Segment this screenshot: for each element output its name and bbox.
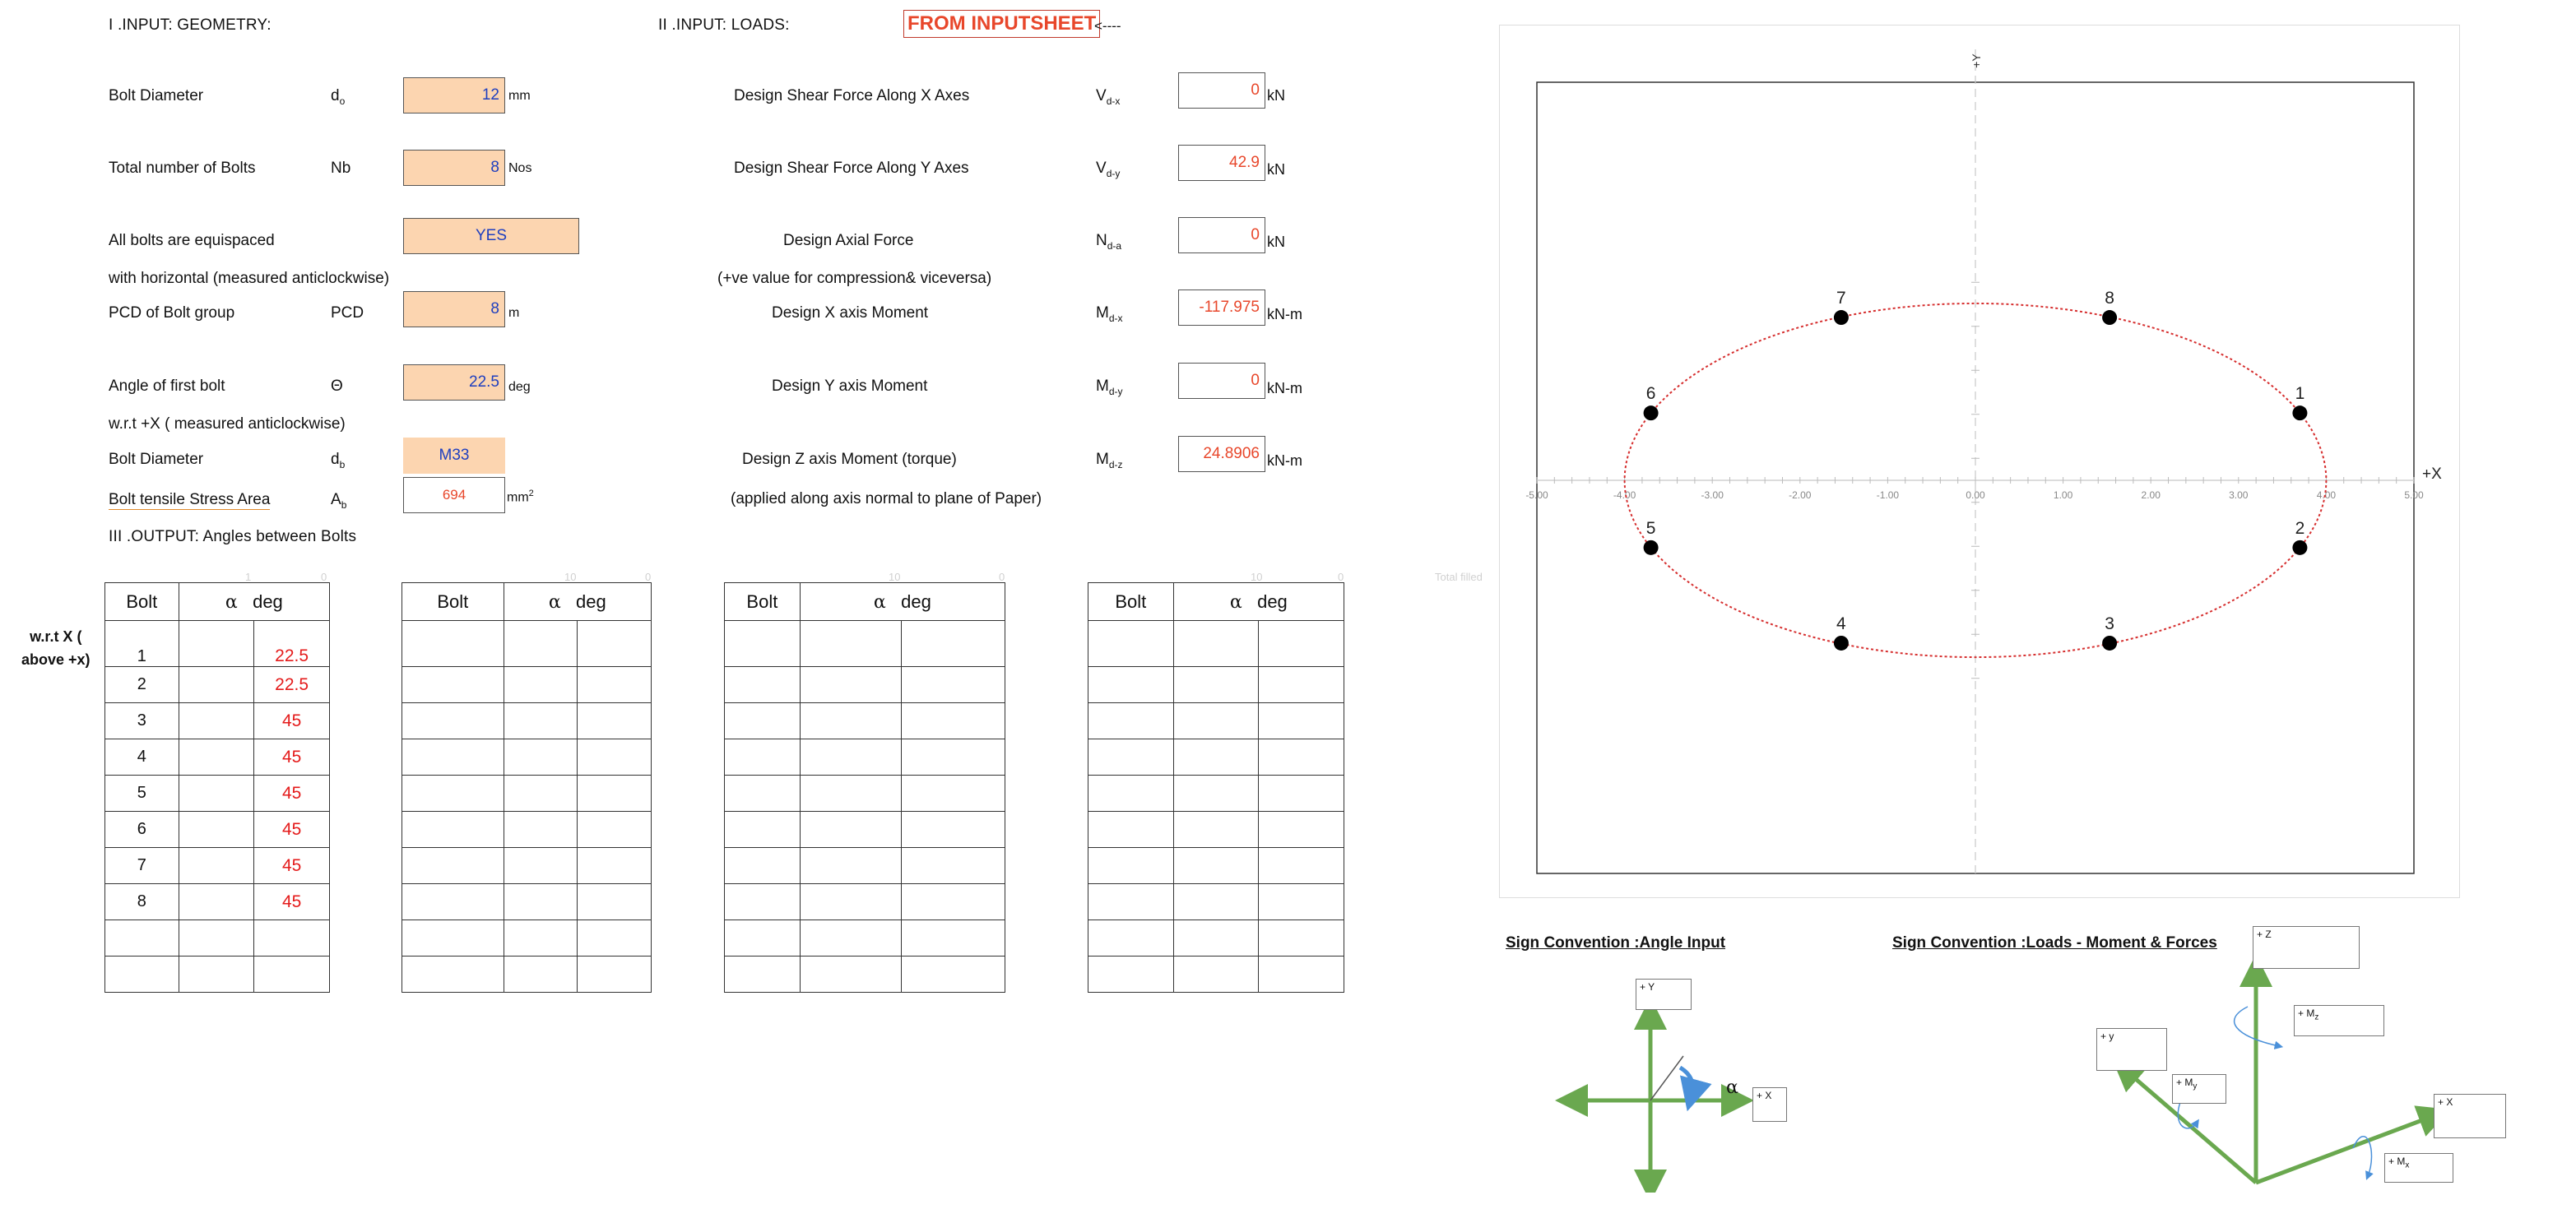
empty-cell [504, 920, 578, 957]
empty-cell [800, 920, 902, 957]
angle-deg-cell: 22.5 [254, 621, 330, 667]
empty-cell [402, 667, 504, 703]
angle-label: Angle of first bolt [109, 378, 225, 395]
y-axis-label: +Y [1970, 53, 1983, 68]
x-tick-label: -3.00 [1701, 489, 1724, 501]
plus-y-load-tag: + y [2096, 1028, 2167, 1071]
empty-cell [1088, 957, 1174, 993]
empty-cell [725, 776, 801, 812]
angle-deg-cell: 22.5 [254, 667, 330, 703]
equispaced-note: with horizontal (measured anticlockwise) [109, 270, 390, 287]
shear-y-value: 42.9 [1178, 145, 1265, 181]
x-axis-label: +X [2422, 466, 2442, 483]
bolt-grade-select[interactable]: M33 [403, 438, 505, 474]
x-tick-label: -5.00 [1525, 489, 1548, 501]
empty-cell [725, 920, 801, 957]
bolt-label-1: 1 [2295, 384, 2305, 404]
empty-cell [1173, 703, 1259, 739]
faint-total-filled: Total filled [1435, 571, 1483, 583]
empty-cell [1259, 703, 1344, 739]
table-row [105, 667, 330, 703]
num-bolts-symbol: Nb [331, 160, 351, 177]
bolt-point-3 [2102, 636, 2117, 651]
geometry-title: I .INPUT: GEOMETRY: [109, 16, 272, 34]
x-tick-label: -1.00 [1876, 489, 1900, 501]
empty-cell [578, 621, 652, 667]
table-row [1088, 739, 1344, 776]
col-alpha-deg-header: α deg [504, 583, 651, 621]
table-row [725, 776, 1005, 812]
alpha-cell [179, 739, 254, 776]
empty-cell [1259, 667, 1344, 703]
bolt-diameter-symbol: $d_o$ [331, 87, 346, 107]
angles-table-4 [1088, 582, 1344, 993]
empty-cell [800, 667, 902, 703]
faint-count-0a: 0 [321, 571, 327, 583]
empty-cell [1173, 957, 1259, 993]
bolt-layout-chart [1499, 25, 2460, 898]
bolt-number-cell: 8 [105, 884, 179, 920]
bolt-grade-label: Bolt Diameter [109, 451, 204, 468]
table-row [1088, 703, 1344, 739]
empty-cell [1088, 884, 1174, 920]
angle-deg-cell [254, 957, 330, 993]
empty-cell [902, 739, 1005, 776]
angle-deg-cell: 45 [254, 848, 330, 884]
shear-x-symbol: $V_{d-x}$ [1096, 87, 1121, 107]
empty-cell [504, 667, 578, 703]
bolt-number-cell: 6 [105, 812, 179, 848]
col-alpha-deg-header: α deg [179, 583, 329, 621]
empty-cell [1259, 621, 1344, 667]
col-bolt-header: Bolt [402, 583, 504, 621]
bolt-point-4 [1834, 636, 1849, 651]
table-row [1088, 812, 1344, 848]
empty-cell [578, 667, 652, 703]
axial-value: 0 [1178, 217, 1265, 253]
empty-cell [1088, 739, 1174, 776]
alpha-cell [179, 667, 254, 703]
empty-cell [725, 703, 801, 739]
empty-cell [578, 703, 652, 739]
alpha-cell [179, 957, 254, 993]
empty-cell [402, 703, 504, 739]
col-bolt-header: Bolt [725, 583, 801, 621]
empty-cell [1259, 848, 1344, 884]
empty-cell [1259, 776, 1344, 812]
x-tick-label: 0.00 [1966, 489, 1985, 501]
empty-cell [800, 703, 902, 739]
col-bolt-header: Bolt [1088, 583, 1174, 621]
col-alpha-deg-header: α deg [800, 583, 1005, 621]
plus-mx-tag: + $M_x$ [2384, 1153, 2453, 1183]
empty-cell [402, 884, 504, 920]
bolt-point-6 [1644, 405, 1659, 420]
empty-cell [902, 667, 1005, 703]
empty-cell [902, 776, 1005, 812]
loads-title: II .INPUT: LOADS: [658, 16, 790, 34]
empty-cell [800, 957, 902, 993]
table-row [402, 667, 652, 703]
output-side-label: w.r.t X ( above +x) [21, 628, 91, 668]
moment-z-note: (applied along axis normal to plane of Paper) [731, 490, 1042, 507]
empty-cell [902, 884, 1005, 920]
bolt-diameter-input[interactable]: 12 [403, 77, 505, 113]
moment-x-unit: kN-m [1267, 306, 1302, 322]
angle-deg-cell [254, 920, 330, 957]
empty-cell [1173, 884, 1259, 920]
empty-cell [725, 884, 801, 920]
angle-unit: deg [508, 380, 531, 394]
table-row [105, 776, 330, 812]
empty-cell [504, 739, 578, 776]
angle-ray [1650, 1056, 1683, 1100]
plus-z-tag: + Z [2253, 926, 2360, 969]
table-row [402, 621, 652, 667]
bolt-diameter-label: Bolt Diameter [109, 87, 204, 104]
axial-unit: kN [1267, 234, 1285, 250]
angle-deg-cell: 45 [254, 703, 330, 739]
bolt-point-8 [2102, 310, 2117, 325]
bolt-number-cell: 1 [105, 621, 179, 667]
pcd-input[interactable]: 8 [403, 291, 505, 327]
empty-cell [402, 621, 504, 667]
faint-count-1: 1 [245, 571, 252, 583]
bolt-point-7 [1834, 310, 1849, 325]
empty-cell [578, 848, 652, 884]
empty-cell [578, 776, 652, 812]
bolt-number-cell: 4 [105, 739, 179, 776]
empty-cell [578, 812, 652, 848]
table-row [725, 884, 1005, 920]
empty-cell [578, 884, 652, 920]
empty-cell [504, 703, 578, 739]
empty-cell [1259, 884, 1344, 920]
faint-count-10a: 10 [564, 571, 577, 583]
table-row [725, 703, 1005, 739]
empty-cell [902, 920, 1005, 957]
moment-y-label: Design Y axis Moment [772, 378, 928, 395]
empty-cell [578, 920, 652, 957]
table-row [725, 621, 1005, 667]
empty-cell [800, 812, 902, 848]
table-row [105, 621, 330, 667]
table-row [105, 884, 330, 920]
empty-cell [1088, 703, 1174, 739]
empty-cell [1259, 957, 1344, 993]
pcd-label: PCD of Bolt group [109, 304, 235, 322]
plus-y-tag: + Y [1636, 979, 1692, 1010]
table-row [725, 848, 1005, 884]
moment-y-symbol: $M_{d-y}$ [1096, 378, 1123, 397]
empty-cell [725, 848, 801, 884]
table-row [105, 957, 330, 993]
empty-cell [1259, 739, 1344, 776]
bolt-number-cell: 7 [105, 848, 179, 884]
empty-cell [578, 957, 652, 993]
faint-count-0b: 0 [645, 571, 652, 583]
bolt-diameter-unit: mm [508, 89, 531, 103]
bolt-label-6: 6 [1645, 384, 1656, 404]
table-row [1088, 667, 1344, 703]
output-title: III .OUTPUT: Angles between Bolts [109, 528, 357, 545]
x-tick-label: 1.00 [2053, 489, 2073, 501]
x-tick-label: 3.00 [2229, 489, 2249, 501]
empty-cell [1259, 812, 1344, 848]
bolt-label-5: 5 [1645, 518, 1656, 538]
tensile-area-label: Bolt tensile Stress Area [109, 491, 271, 508]
empty-cell [725, 739, 801, 776]
empty-cell [800, 776, 902, 812]
alpha-cell [179, 848, 254, 884]
empty-cell [402, 739, 504, 776]
empty-cell [504, 621, 578, 667]
empty-cell [800, 739, 902, 776]
angle-convention-title: Sign Convention :Angle Input [1506, 934, 1726, 952]
loads-convention-title: Sign Convention :Loads - Moment & Forces [1892, 934, 2217, 952]
from-sheet-arrow: <---- [1094, 18, 1121, 34]
from-inputsheet-link[interactable]: FROM INPUTSHEET [903, 10, 1100, 38]
empty-cell [1173, 776, 1259, 812]
empty-cell [402, 812, 504, 848]
empty-cell [1088, 920, 1174, 957]
table-row [1088, 848, 1344, 884]
empty-cell [902, 703, 1005, 739]
table-row [402, 703, 652, 739]
plus-mz-tag: + $M_z$ [2294, 1005, 2384, 1036]
empty-cell [504, 957, 578, 993]
x-tick-label: 5.00 [2404, 489, 2424, 501]
num-bolts-label: Total number of Bolts [109, 160, 256, 177]
axial-note: (+ve value for compression& viceversa) [717, 270, 992, 287]
angles-table-3 [724, 582, 1005, 993]
bolt-grade-symbol: $d_b$ [331, 451, 346, 470]
empty-cell [1088, 667, 1174, 703]
empty-cell [1088, 848, 1174, 884]
bolt-label-7: 7 [1836, 289, 1846, 308]
alpha-cell [179, 884, 254, 920]
alpha-cell [179, 920, 254, 957]
empty-cell [1173, 920, 1259, 957]
table-row [105, 739, 330, 776]
empty-cell [402, 776, 504, 812]
table-row [725, 957, 1005, 993]
table-row [402, 739, 652, 776]
empty-cell [902, 812, 1005, 848]
plus-my-tag: + $M_y$ [2172, 1074, 2226, 1104]
empty-cell [1173, 848, 1259, 884]
table-row [402, 884, 652, 920]
empty-cell [402, 920, 504, 957]
angle-note: w.r.t +X ( measured anticlockwise) [109, 415, 346, 433]
bolt-number-cell [105, 957, 179, 993]
table-row [402, 848, 652, 884]
table-row [402, 812, 652, 848]
table-row [725, 812, 1005, 848]
table-row [402, 776, 652, 812]
plus-x-tag: + X [1752, 1087, 1787, 1122]
table-row [725, 667, 1005, 703]
table-row [402, 920, 652, 957]
empty-cell [1088, 621, 1174, 667]
table-row [105, 848, 330, 884]
angle-deg-cell: 45 [254, 884, 330, 920]
equispaced-label: All bolts are equispaced [109, 232, 275, 249]
moment-z-label: Design Z axis Moment (torque) [742, 451, 957, 468]
empty-cell [504, 884, 578, 920]
empty-cell [725, 812, 801, 848]
shear-y-unit: kN [1267, 161, 1285, 178]
num-bolts-unit: Nos [508, 161, 532, 175]
shear-x-unit: kN [1267, 87, 1285, 104]
faint-count-10c: 10 [1251, 571, 1263, 583]
moment-z-unit: kN-m [1267, 452, 1302, 469]
num-bolts-input[interactable]: 8 [403, 150, 505, 186]
col-bolt-header: Bolt [105, 583, 179, 621]
angle-deg-cell: 45 [254, 739, 330, 776]
empty-cell [725, 667, 801, 703]
bolt-point-1 [2292, 405, 2307, 420]
alpha-symbol: α [1726, 1077, 1738, 1098]
bolt-number-cell: 2 [105, 667, 179, 703]
empty-cell [504, 776, 578, 812]
axial-symbol: $N_{d-a}$ [1096, 232, 1122, 252]
bolt-label-3: 3 [2105, 614, 2114, 633]
angles-table-1 [104, 582, 330, 993]
empty-cell [1173, 621, 1259, 667]
x-tick-label: -4.00 [1613, 489, 1636, 501]
faint-count-0c: 0 [999, 571, 1005, 583]
plus-x-load-tag: + X [2434, 1094, 2506, 1138]
shear-x-label: Design Shear Force Along X Axes [734, 87, 970, 104]
moment-z-value: 24.8906 [1178, 436, 1265, 472]
table-row [1088, 621, 1344, 667]
empty-cell [1173, 667, 1259, 703]
angle-input[interactable]: 22.5 [403, 364, 505, 401]
angle-symbol: Θ [331, 378, 343, 395]
empty-cell [800, 884, 902, 920]
table-row [1088, 920, 1344, 957]
col-alpha-deg-header: α deg [1173, 583, 1344, 621]
bolt-number-cell: 5 [105, 776, 179, 812]
empty-cell [504, 848, 578, 884]
shear-x-value: 0 [1178, 72, 1265, 109]
empty-cell [800, 621, 902, 667]
angles-table-2 [401, 582, 652, 993]
table-row [725, 920, 1005, 957]
pcd-symbol: PCD [331, 304, 364, 322]
empty-cell [1173, 812, 1259, 848]
bolt-number-cell: 3 [105, 703, 179, 739]
empty-cell [1173, 739, 1259, 776]
empty-cell [1088, 812, 1174, 848]
axial-label: Design Axial Force [783, 232, 914, 249]
faint-count-10b: 10 [889, 571, 901, 583]
table-row [725, 739, 1005, 776]
bolt-point-5 [1644, 540, 1659, 555]
moment-x-symbol: $M_{d-x}$ [1096, 304, 1123, 324]
bolt-point-2 [2292, 540, 2307, 555]
moment-x-value: -117.975 [1178, 290, 1265, 326]
empty-cell [902, 848, 1005, 884]
tensile-area-unit: $mm^2$ [507, 489, 534, 505]
faint-count-0d: 0 [1338, 571, 1344, 583]
moment-y-unit: kN-m [1267, 380, 1302, 396]
loads-convention-diagram [2073, 954, 2534, 1193]
shear-y-symbol: $V_{d-y}$ [1096, 160, 1121, 179]
angle-deg-cell: 45 [254, 776, 330, 812]
table-row [1088, 957, 1344, 993]
equispaced-select[interactable]: YES [403, 218, 579, 254]
moment-z-symbol: $M_{d-z}$ [1096, 451, 1123, 470]
alpha-cell [179, 776, 254, 812]
bolt-label-2: 2 [2295, 518, 2305, 538]
empty-cell [402, 957, 504, 993]
pcd-unit: m [508, 306, 520, 320]
empty-cell [402, 848, 504, 884]
shear-y-label: Design Shear Force Along Y Axes [734, 160, 969, 177]
empty-cell [725, 957, 801, 993]
tensile-area-symbol: $A_b$ [331, 491, 347, 511]
empty-cell [1088, 776, 1174, 812]
empty-cell [1259, 920, 1344, 957]
alpha-arc-icon [1680, 1068, 1692, 1096]
table-row [402, 957, 652, 993]
bolt-label-4: 4 [1836, 614, 1846, 633]
moment-x-label: Design X axis Moment [772, 304, 929, 322]
table-row [105, 812, 330, 848]
empty-cell [800, 848, 902, 884]
empty-cell [902, 957, 1005, 993]
empty-cell [725, 621, 801, 667]
alpha-cell [179, 812, 254, 848]
table-row [105, 920, 330, 957]
x-tick-label: -2.00 [1789, 489, 1812, 501]
table-row [105, 703, 330, 739]
moment-y-value: 0 [1178, 363, 1265, 399]
empty-cell [578, 739, 652, 776]
x-tick-label: 4.00 [2316, 489, 2337, 501]
empty-cell [902, 621, 1005, 667]
bolt-label-8: 8 [2105, 289, 2114, 308]
alpha-cell [179, 703, 254, 739]
empty-cell [504, 812, 578, 848]
bolt-number-cell [105, 920, 179, 957]
table-row [1088, 884, 1344, 920]
x-tick-label: 2.00 [2141, 489, 2161, 501]
table-row [1088, 776, 1344, 812]
angle-deg-cell: 45 [254, 812, 330, 848]
alpha-cell [179, 621, 254, 667]
tensile-area-value: 694 [403, 477, 505, 513]
